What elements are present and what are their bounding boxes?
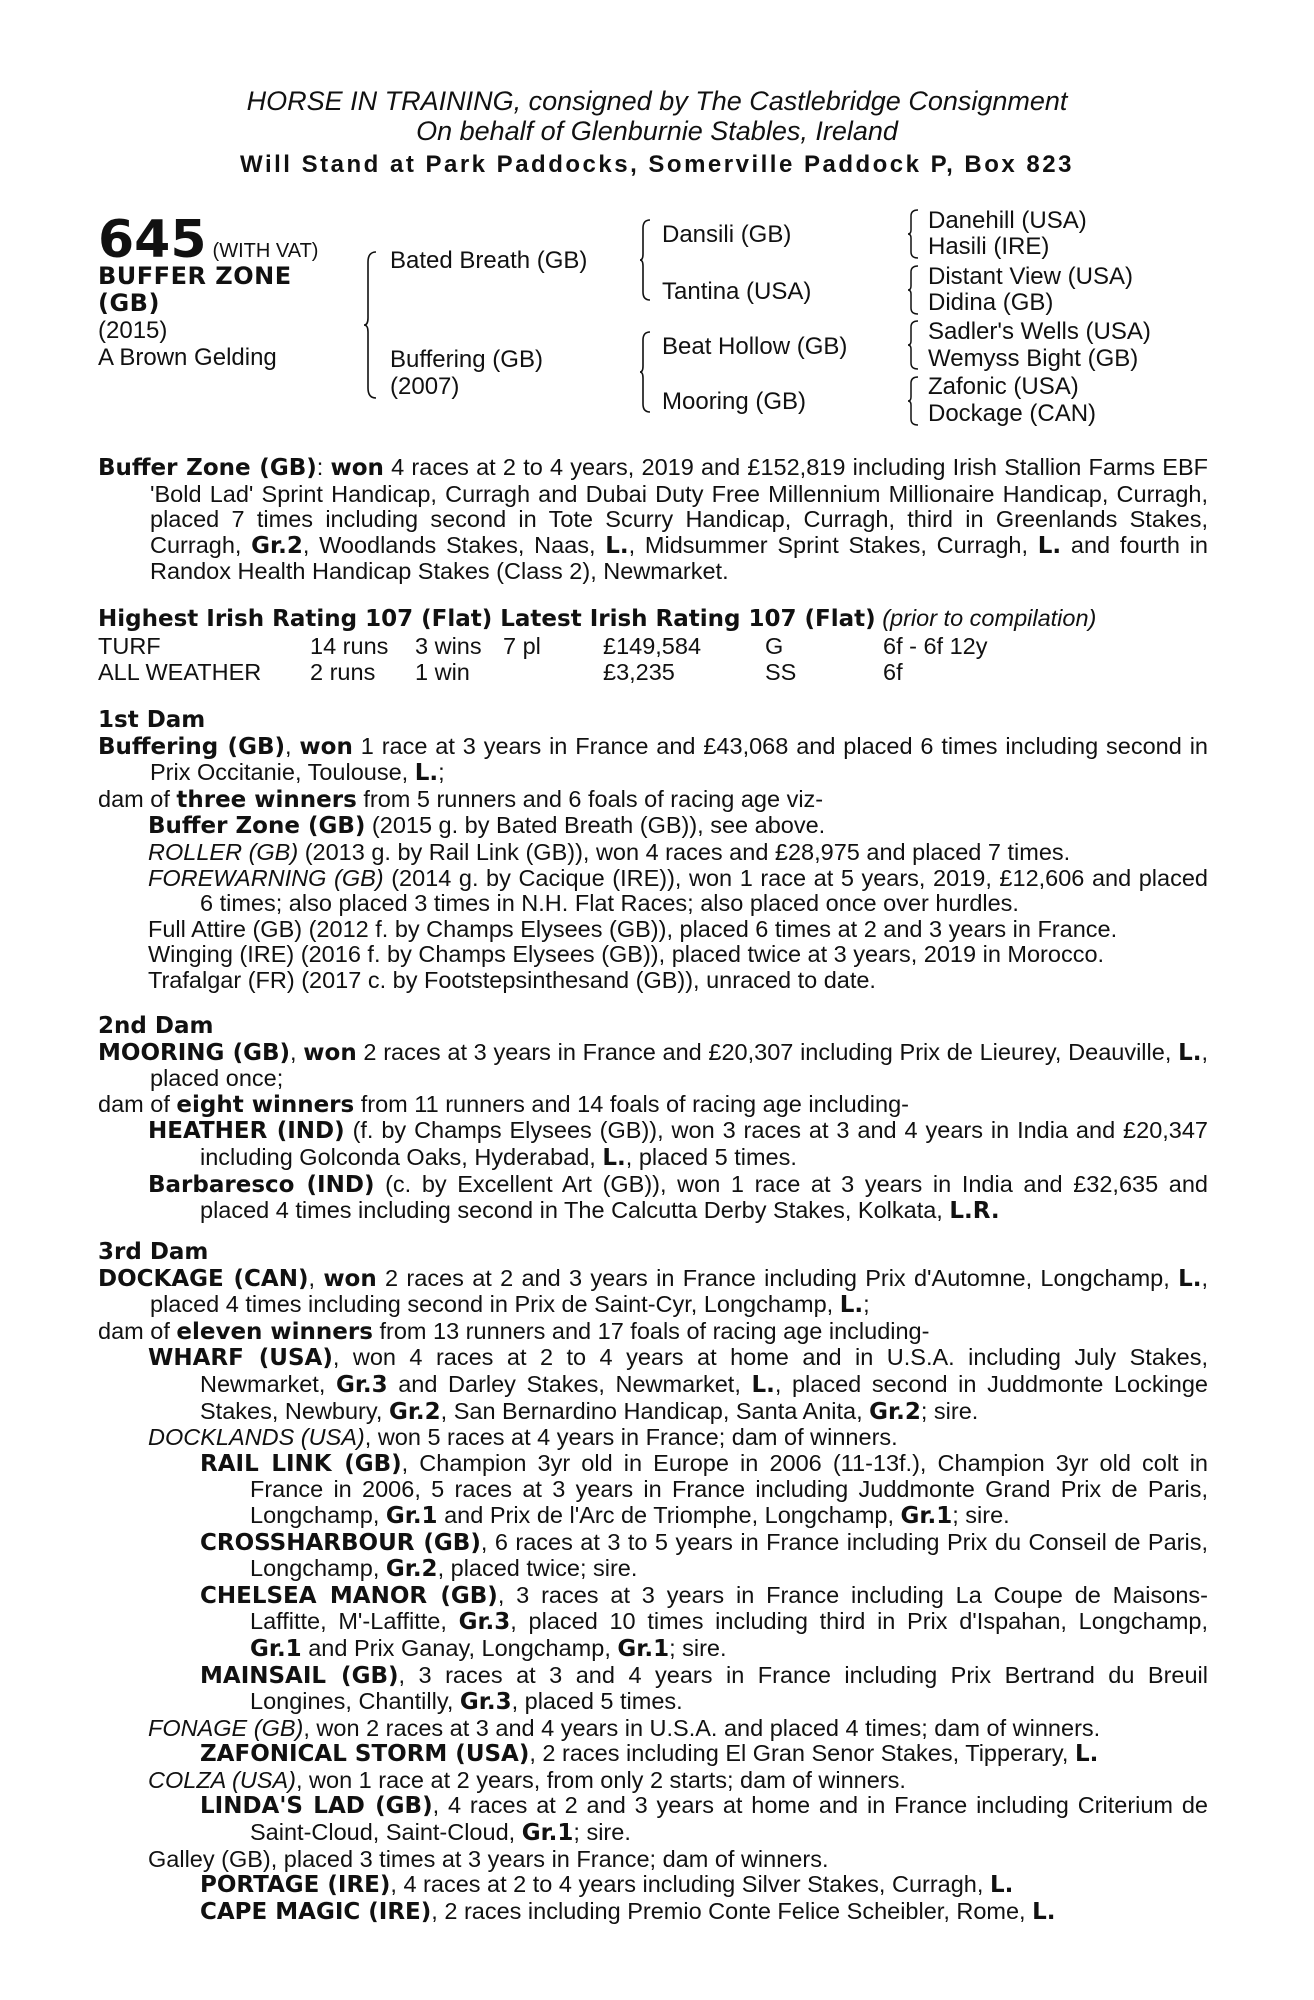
pedigree-dam-year: (2007) bbox=[390, 373, 460, 400]
produce-item: CHELSEA MANOR (GB), 3 races at 3 years in France including La Coupe de Maisons-Laffitte, M'-Laffitte, Gr.3, placed 10 times including third in Prix d'Ispahan, Longchamp, Gr.1 and Prix Ganay, Longchamp, Gr.1; sire. bbox=[200, 1581, 1208, 1662]
horse-description: A Brown Gelding bbox=[98, 344, 277, 371]
ratings-money: £149,584 bbox=[603, 632, 702, 659]
pedigree-sdd: Didina (GB) bbox=[928, 289, 1054, 316]
summary-won: won bbox=[330, 455, 384, 481]
ratings-distance: 6f - 6f 12y bbox=[883, 632, 988, 659]
produce-item: FONAGE (GB), won 2 races at 3 and 4 years in U.S.A. and placed 4 times; dam of winners. bbox=[148, 1714, 1101, 1741]
pedigree-sire-dam: Tantina (USA) bbox=[662, 278, 812, 305]
produce-item: Buffer Zone (GB) (2015 g. by Bated Breath (GB)), see above. bbox=[148, 812, 826, 840]
ratings-runs: 14 runs bbox=[310, 632, 389, 659]
pedigree-dss: Sadler's Wells (USA) bbox=[928, 318, 1151, 345]
pedigree-ssd: Hasili (IRE) bbox=[928, 233, 1050, 260]
pedigree-sds: Distant View (USA) bbox=[928, 263, 1133, 290]
second-dam-record: MOORING (GB), won 2 races at 3 years in France and £20,307 including Prix de Lieurey, Deauville, L., placed once; bbox=[98, 1038, 1208, 1092]
pedigree-brace-sire bbox=[640, 218, 652, 302]
ratings-going: SS bbox=[765, 658, 797, 685]
lot-heading bbox=[98, 210, 318, 270]
ratings-note: (prior to compilation) bbox=[882, 605, 1097, 631]
produce-item: MAINSAIL (GB), 3 races at 3 and 4 years in France including Prix Bertrand du Breuil Longines, Chantilly, Gr.3, placed 5 times. bbox=[200, 1661, 1209, 1716]
pedigree-sss: Danehill (USA) bbox=[928, 207, 1087, 234]
ratings-row bbox=[98, 633, 1043, 659]
produce-item: Trafalgar (FR) (2017 c. by Footstepsinthesand (GB)), unraced to date. bbox=[148, 966, 876, 993]
ratings-heading: Highest Irish Rating 107 (Flat) Latest Irish Rating 107 (Flat) (prior to compilation) bbox=[98, 605, 1097, 632]
produce-item: Winging (IRE) (2016 f. by Champs Elysees (GB)), placed twice at 3 years, 2019 in Morocco. bbox=[148, 941, 1105, 968]
header-consignor: HORSE IN TRAINING, consigned by The Castlebridge Consignment bbox=[246, 86, 1068, 116]
produce-item: Full Attire (GB) (2012 f. by Champs Elysees (GB)), placed 6 times at 2 and 3 years in France. bbox=[148, 915, 1118, 942]
first-dam-produce-intro: dam of three winners from 5 runners and 6 foals of racing age viz- bbox=[98, 785, 824, 813]
second-dam-section bbox=[98, 1014, 1208, 1225]
pedigree-brace-main bbox=[364, 250, 378, 400]
produce-item: WHARF (USA), won 4 races at 2 to 4 years at home and in U.S.A. including July Stakes, Newmarket, Gr.3 and Darley Stakes, Newmarket, L., placed second in Juddmonte Lockinge Stakes, Newbury, Gr.2, San Bernardino Handicap, Santa Anita, Gr.2; sire. bbox=[148, 1344, 1208, 1425]
ratings-surface: ALL WEATHER bbox=[98, 658, 262, 685]
pedigree-dam: Buffering (GB) bbox=[390, 346, 543, 373]
second-dam-produce-intro: dam of eight winners from 11 runners and 14 foals of racing age including- bbox=[98, 1090, 909, 1118]
third-dam-section bbox=[98, 1240, 1208, 1925]
pedigree-dsd: Wemyss Bight (GB) bbox=[928, 345, 1139, 372]
race-record-summary bbox=[98, 455, 1208, 585]
produce-item: CROSSHARBOUR (GB), 6 races at 3 to 5 years in France including Prix du Conseil de Paris, Longchamp, Gr.2, placed twice; sire. bbox=[200, 1528, 1208, 1583]
first-dam-heading: 1st Dam bbox=[98, 707, 206, 733]
pedigree-brace-dam bbox=[640, 330, 652, 414]
pedigree-brace-sd bbox=[908, 264, 920, 316]
second-dam-heading: 2nd Dam bbox=[98, 1013, 214, 1039]
horse-info bbox=[98, 263, 292, 371]
catalogue-header bbox=[0, 86, 1314, 182]
ratings-wins: 3 wins bbox=[415, 632, 482, 659]
produce-item: Galley (GB), placed 3 times at 3 years in France; dam of winners. bbox=[148, 1845, 829, 1872]
produce-item: COLZA (USA), won 1 race at 2 years, from only 2 starts; dam of winners. bbox=[148, 1766, 906, 1793]
pedigree-sire-sire: Dansili (GB) bbox=[662, 221, 792, 248]
ratings-placed bbox=[503, 659, 603, 685]
produce-item: ZAFONICAL STORM (USA), 2 races including El Gran Senor Stakes, Tipperary, L. bbox=[200, 1740, 1099, 1768]
ratings-runs: 2 runs bbox=[310, 658, 376, 685]
ratings-distance: 6f bbox=[883, 658, 903, 685]
produce-item: Barbaresco (IND) (c. by Excellent Art (GB)), won 1 race at 3 years in India and £32,635 and placed 4 times including second in The Calcutta Derby Stakes, Kolkata, L.R. bbox=[148, 1170, 1209, 1225]
header-vendor: On behalf of Glenburnie Stables, Ireland bbox=[416, 116, 898, 146]
third-dam-heading: 3rd Dam bbox=[98, 1239, 209, 1265]
ratings-table bbox=[98, 633, 1043, 685]
produce-item: PORTAGE (IRE), 4 races at 2 to 4 years including Silver Stakes, Curragh, L. bbox=[200, 1871, 1014, 1899]
summary-paragraph: Buffer Zone (GB): won 4 races at 2 to 4 years, 2019 and £152,819 including Irish Stallion Farms EBF 'Bold Lad' Sprint Handicap, Curragh and Dubai Duty Free Millennium Millionaire Handicap, Curragh, placed 7 times including second in Tote Scurry Handicap, Curragh, third in Greenlands Stakes, Curragh, Gr.2, Woodlands Stakes, Naas, L., Midsummer Sprint Stakes, Curragh, L. and fourth in Randox Health Handicap Stakes (Class 2), Newmarket. bbox=[98, 454, 1208, 585]
ratings-surface: TURF bbox=[98, 632, 161, 659]
produce-item: ROLLER (GB) (2013 g. by Rail Link (GB)), won 4 races and £28,975 and placed 7 times. bbox=[148, 838, 1071, 865]
produce-item: RAIL LINK (GB), Champion 3yr old in Europe in 2006 (11-13f.), Champion 3yr old colt in France in 2006, 5 races at 3 years in France including Juddmonte Grand Prix de Paris, Longchamp, Gr.1 and Prix de l'Arc de Triomphe, Longchamp, Gr.1; sire. bbox=[200, 1449, 1208, 1529]
third-dam-produce-intro: dam of eleven winners from 13 runners and 17 foals of racing age including- bbox=[98, 1317, 930, 1345]
pedigree-dam-dam: Mooring (GB) bbox=[662, 388, 807, 415]
pedigree-brace-ds bbox=[908, 319, 920, 371]
first-dam-section bbox=[98, 708, 1208, 994]
pedigree-dds: Zafonic (USA) bbox=[928, 373, 1079, 400]
ratings-money: £3,235 bbox=[603, 658, 675, 685]
third-dam-record: DOCKAGE (CAN), won 2 races at 2 and 3 years in France including Prix d'Automne, Longchamp, L., placed 4 times including second in Prix de Saint-Cyr, Longchamp, L.; bbox=[98, 1264, 1209, 1319]
produce-item: LINDA'S LAD (GB), 4 races at 2 and 3 years at home and in France including Criterium de Saint-Cloud, Saint-Cloud, Gr.1; sire. bbox=[200, 1792, 1208, 1847]
pedigree-brace-dd bbox=[908, 375, 920, 427]
pedigree-dam-sire: Beat Hollow (GB) bbox=[662, 333, 848, 360]
horse-country: (GB) bbox=[98, 289, 160, 317]
ratings-going: G bbox=[765, 632, 784, 659]
horse-name: BUFFER ZONE bbox=[98, 262, 292, 290]
produce-item: CAPE MAGIC (IRE), 2 races including Premio Conte Felice Scheibler, Rome, L. bbox=[200, 1897, 1056, 1925]
ratings-wins: 1 win bbox=[415, 658, 470, 685]
lot-number: 645 bbox=[98, 210, 207, 270]
summary-horse-name: Buffer Zone (GB) bbox=[98, 455, 317, 481]
pedigree-brace-ss bbox=[908, 208, 920, 260]
header-location: Will Stand at Park Paddocks, Somerville Paddock P, Box 823 bbox=[240, 151, 1074, 178]
lot-vat: (WITH VAT) bbox=[212, 240, 319, 262]
pedigree-sire: Bated Breath (GB) bbox=[390, 247, 588, 274]
pedigree-ddd: Dockage (CAN) bbox=[928, 400, 1097, 427]
produce-item: HEATHER (IND) (f. by Champs Elysees (GB)), won 3 races at 3 and 4 years in India and £20,347 including Golconda Oaks, Hyderabad, L., placed 5 times. bbox=[148, 1117, 1208, 1171]
ratings-row bbox=[98, 659, 1043, 685]
produce-item: FOREWARNING (GB) (2014 g. by Cacique (IRE)), won 1 race at 5 years, 2019, £12,606 and placed 6 times; also placed 3 times in N.H. Flat Races; also placed once over hurdles. bbox=[148, 864, 1208, 917]
first-dam-record: Buffering (GB), won 1 race at 3 years in France and £43,068 and placed 6 times including second in Prix Occitanie, Toulouse, L.; bbox=[98, 732, 1208, 787]
ratings-section bbox=[98, 606, 1208, 685]
produce-item: DOCKLANDS (USA), won 5 races at 4 years in France; dam of winners. bbox=[148, 1424, 898, 1451]
horse-year: (2015) bbox=[98, 317, 168, 344]
ratings-placed: 7 pl bbox=[503, 632, 541, 659]
